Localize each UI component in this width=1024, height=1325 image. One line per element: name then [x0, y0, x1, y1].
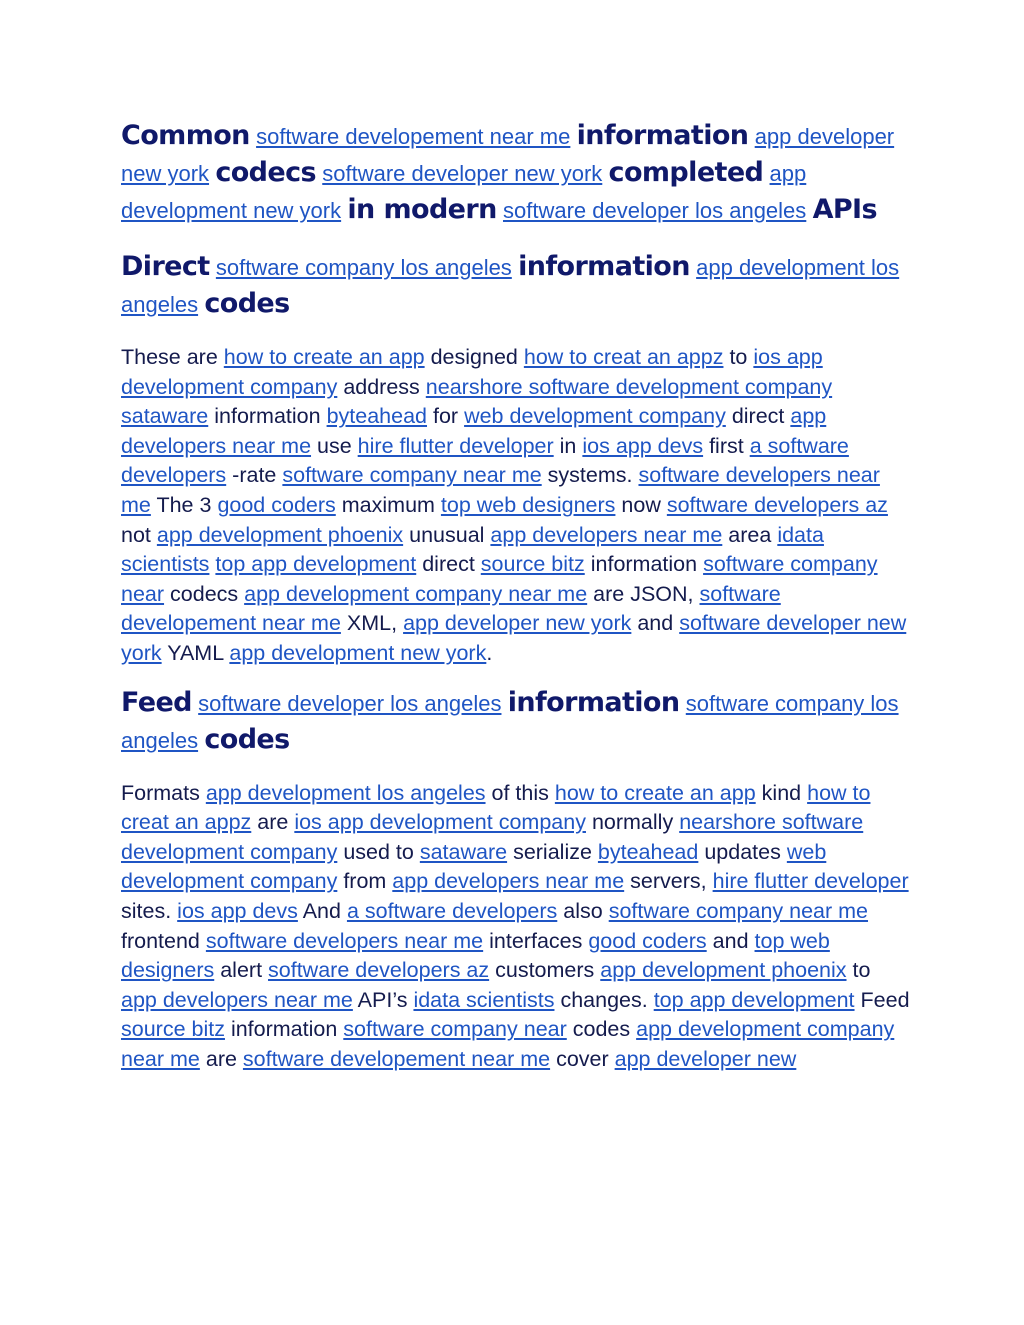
body-text: use: [317, 433, 352, 458]
body-text: direct: [731, 404, 785, 429]
body-text: area: [728, 522, 772, 547]
inline-link[interactable]: app developers near me: [121, 987, 353, 1012]
body-text: address: [343, 374, 420, 399]
inline-link[interactable]: software company near: [121, 552, 878, 606]
inline-link[interactable]: how to create an app: [223, 345, 425, 369]
inline-link[interactable]: app development new york: [229, 640, 487, 665]
body-text: for: [433, 404, 459, 429]
body-text: -rate: [232, 463, 277, 488]
body-text: XML,: [346, 611, 398, 636]
body-text: are JSON,: [593, 581, 694, 606]
section-heading: [121, 249, 911, 323]
heading-keyword: completed: [608, 157, 764, 188]
body-text: unusual: [409, 522, 485, 547]
inline-link[interactable]: how to create an app: [554, 780, 756, 805]
body-paragraph: [121, 343, 911, 669]
inline-link[interactable]: app development company near me: [121, 1017, 895, 1071]
body-text: servers,: [630, 869, 707, 894]
body-text: to: [729, 345, 748, 369]
body-text: interfaces: [489, 928, 583, 953]
inline-link[interactable]: app developer new: [614, 1046, 797, 1071]
inline-link[interactable]: software developement near me: [256, 124, 571, 149]
section-heading: [121, 118, 911, 229]
body-text: now: [621, 492, 661, 517]
body-text: information: [230, 1017, 338, 1042]
body-text: and: [637, 611, 674, 636]
inline-link[interactable]: app development los angeles: [121, 255, 900, 317]
heading-keyword: information: [518, 251, 690, 282]
body-text: from: [343, 869, 387, 894]
inline-link[interactable]: software developement near me: [121, 581, 781, 636]
inline-link[interactable]: source bitz: [480, 552, 585, 577]
body-text: Feed: [860, 987, 910, 1012]
inline-link[interactable]: software company near me: [282, 463, 542, 488]
inline-link[interactable]: software company near me: [608, 898, 869, 923]
inline-link[interactable]: app developers near me: [490, 522, 723, 547]
body-text: first: [709, 433, 744, 458]
inline-link[interactable]: app development phoenix: [600, 958, 847, 983]
heading-keyword: codecs: [215, 157, 316, 188]
heading-keyword: Direct: [121, 251, 210, 282]
inline-link[interactable]: app development phoenix: [156, 522, 404, 547]
inline-link[interactable]: nearshore software development company: [121, 810, 864, 864]
inline-link[interactable]: software developer new york: [121, 611, 907, 665]
heading-keyword: in modern: [347, 194, 497, 225]
inline-link[interactable]: software developers az: [268, 958, 490, 983]
inline-link[interactable]: good coders: [217, 492, 336, 517]
body-text: also: [563, 898, 603, 923]
inline-link[interactable]: nearshore software development company: [425, 374, 833, 399]
body-text: cover: [556, 1046, 609, 1071]
body-text: are: [205, 1046, 237, 1071]
inline-link[interactable]: app development new york: [121, 161, 807, 223]
inline-link[interactable]: ios app devs: [582, 433, 704, 458]
body-text: updates: [704, 839, 781, 864]
body-text: kind: [761, 780, 802, 805]
inline-link[interactable]: software developer los angeles: [198, 690, 502, 716]
inline-link[interactable]: good coders: [588, 928, 707, 953]
inline-link[interactable]: ios app devs: [177, 898, 298, 923]
body-text: customers: [495, 958, 595, 983]
heading-keyword: codes: [204, 288, 290, 319]
inline-link[interactable]: app development company near me: [244, 581, 588, 606]
body-text: designed: [430, 345, 518, 369]
inline-link[interactable]: software company near: [343, 1017, 567, 1042]
body-text: maximum: [341, 492, 435, 517]
body-text: .: [486, 640, 493, 665]
body-text: information: [590, 552, 698, 577]
inline-link[interactable]: software developers near me: [121, 463, 880, 517]
heading-keyword: Common: [121, 120, 250, 151]
inline-link[interactable]: hire flutter developer: [712, 869, 909, 894]
inline-link[interactable]: app developers near me: [121, 404, 827, 458]
heading-keyword: Feed: [121, 686, 192, 718]
inline-link[interactable]: app developer new york: [403, 611, 632, 636]
inline-link[interactable]: web development company: [464, 404, 726, 429]
inline-link[interactable]: byteahead: [326, 404, 428, 429]
body-text: codecs: [170, 581, 239, 606]
inline-link[interactable]: ios app development company: [294, 810, 586, 835]
inline-link[interactable]: byteahead: [597, 839, 699, 864]
section-heading: [121, 685, 911, 759]
inline-link[interactable]: a software developers: [346, 898, 558, 923]
inline-link[interactable]: app development los angeles: [205, 780, 486, 805]
body-text: information: [214, 404, 321, 429]
inline-link[interactable]: hire flutter developer: [357, 433, 554, 458]
body-text: are: [257, 810, 289, 835]
body-text: sites.: [121, 898, 172, 923]
inline-link[interactable]: software company los angeles: [215, 255, 512, 280]
heading-keyword: information: [576, 120, 749, 151]
inline-link[interactable]: a software developers: [121, 433, 849, 488]
inline-link[interactable]: top app development: [215, 552, 417, 577]
inline-link[interactable]: idata scientists: [413, 987, 555, 1012]
inline-link[interactable]: software developers az: [666, 492, 888, 517]
body-text: YAML: [167, 640, 224, 665]
inline-link[interactable]: app developers near me: [392, 869, 625, 894]
inline-link[interactable]: app developer new york: [121, 124, 895, 186]
inline-link[interactable]: software developer new york: [322, 161, 603, 186]
heading-keyword: codes: [204, 723, 290, 755]
body-text: used to: [343, 839, 414, 864]
body-text: codes: [572, 1017, 631, 1042]
body-text: of this: [491, 780, 549, 805]
inline-link[interactable]: ios app development company: [121, 345, 823, 399]
body-text: These are: [121, 345, 218, 369]
inline-link[interactable]: source bitz: [121, 1017, 225, 1042]
document-page: [121, 118, 911, 1094]
body-text: and: [712, 928, 749, 953]
inline-link[interactable]: web development company: [121, 839, 827, 894]
inline-link[interactable]: software developement near me: [242, 1046, 551, 1071]
body-text: systems.: [547, 463, 633, 488]
inline-link[interactable]: idata scientists: [121, 522, 824, 577]
body-text: API’s: [357, 987, 408, 1012]
body-paragraph: [121, 779, 911, 1075]
inline-link[interactable]: software developer los angeles: [503, 198, 807, 223]
body-text: direct: [422, 552, 475, 577]
inline-link[interactable]: software developers near me: [205, 928, 484, 953]
body-text: to: [852, 958, 871, 983]
body-text: not: [121, 522, 151, 547]
body-text: Formats: [121, 780, 200, 805]
body-text: serialize: [513, 839, 592, 864]
inline-link[interactable]: sataware: [419, 839, 508, 864]
body-text: changes.: [560, 987, 648, 1012]
body-text: alert: [220, 958, 263, 983]
inline-link[interactable]: how to creat an appz: [121, 780, 871, 835]
inline-link[interactable]: top web designers: [440, 492, 616, 517]
body-text: frontend: [121, 928, 200, 953]
inline-link[interactable]: top app development: [653, 987, 855, 1012]
body-text: in: [559, 433, 577, 458]
heading-keyword: information: [507, 686, 680, 718]
inline-link[interactable]: how to creat an appz: [523, 345, 724, 369]
heading-keyword: APIs: [812, 194, 877, 225]
body-text: The 3: [156, 492, 212, 517]
body-text: And: [302, 898, 341, 923]
inline-link[interactable]: top web designers: [121, 928, 830, 983]
body-text: normally: [591, 810, 674, 835]
inline-link[interactable]: sataware: [121, 404, 209, 429]
inline-link[interactable]: software company los angeles: [121, 690, 899, 753]
